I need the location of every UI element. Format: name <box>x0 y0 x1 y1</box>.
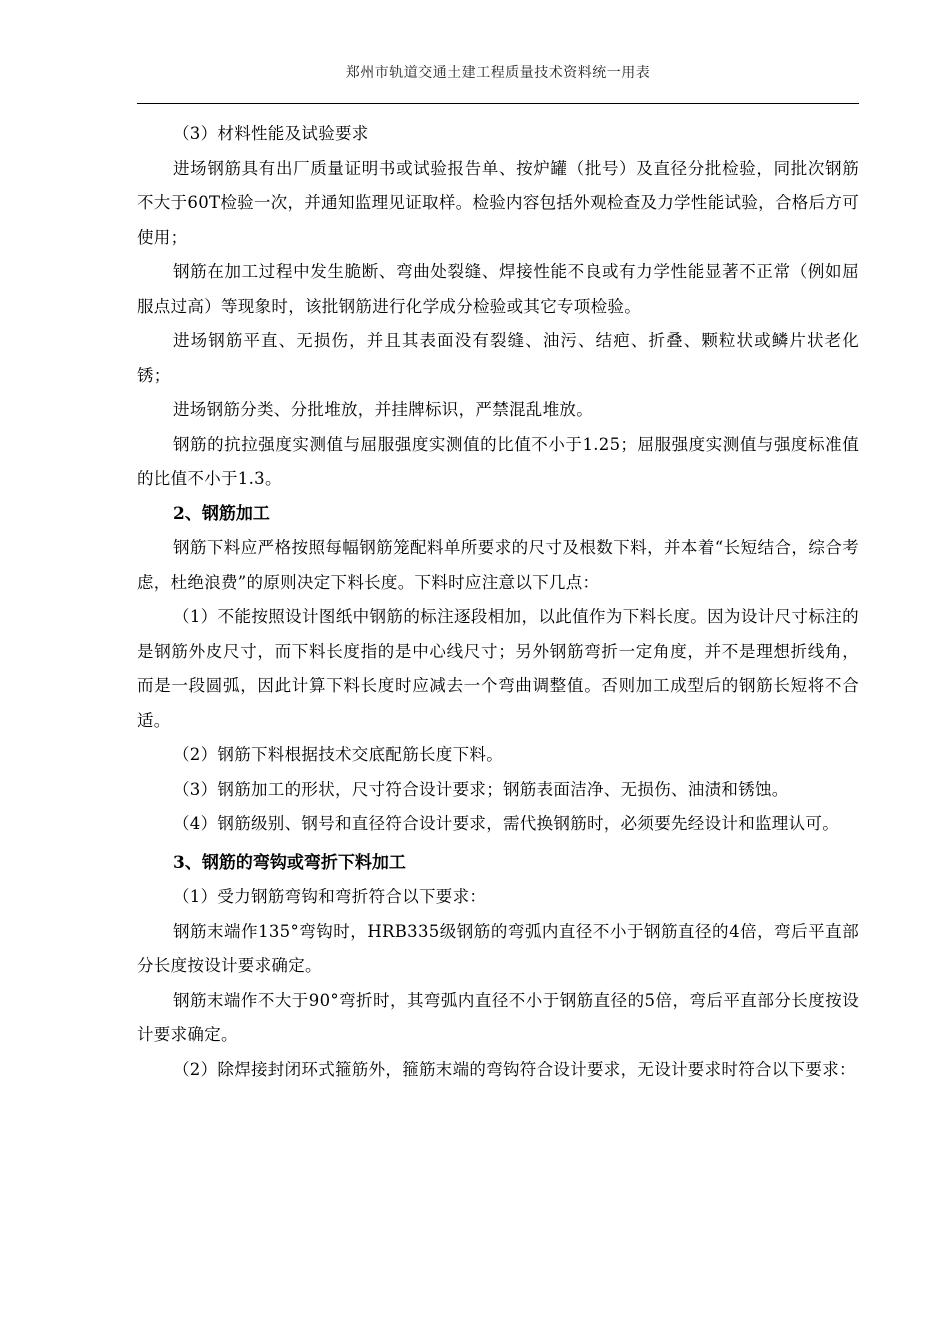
paragraph-cutting-note-4: （4）钢筋级别、钢号和直径符合设计要求，需代换钢筋时，必须要先经设计和监理认可。 <box>173 814 839 833</box>
paragraph-hook-requirements: （1）受力钢筋弯钩和弯折符合以下要求： <box>173 887 487 906</box>
page-header <box>137 0 859 104</box>
paragraph-storage: 进场钢筋分类、分批堆放，并挂牌标识，严禁混乱堆放。 <box>173 400 593 419</box>
paragraph-cutting-note-2: （2）钢筋下料根据技术交底配筋长度下料。 <box>173 745 503 764</box>
paragraph-cutting-note-3: （3）钢筋加工的形状，尺寸符合设计要求；钢筋表面洁净、无损伤、油渍和锈蚀。 <box>173 779 789 799</box>
paragraph-abnormal-rebar: 钢筋在加工过程中发生脆断、弯曲处裂缝、焊接性能不良或有力学性能显著不正常（例如屈服点过高）等现象时，该批钢筋进行化学成分检验或其它专项检验。 <box>137 262 859 316</box>
paragraph-strength-ratio: 钢筋的抗拉强度实测值与屈服强度实测值的比值不小于1.25；屈服强度实测值与强度标准值的比值不小于1.3。 <box>137 434 859 488</box>
paragraph-stirrup-hook: （2）除焊接封闭环式箍筋外，箍筋末端的弯钩符合设计要求，无设计要求时符合以下要求： <box>173 1059 856 1079</box>
page-header-title: 郑州市轨道交通土建工程质量技术资料统一用表 <box>345 65 651 81</box>
paragraph-hook-135: 钢筋末端作135°弯钩时，HRB335级钢筋的弯弧内直径不小于钢筋直径的4倍，弯后平直部分长度按设计要求确定。 <box>137 921 859 975</box>
paragraph-incoming-inspection: 进场钢筋具有出厂质量证明书或试验报告单、按炉罐（批号）及直径分批检验，同批次钢筋不大于60T检验一次，并通知监理见证取样。检验内容包括外观检查及力学性能试验，合格后方可使用； <box>137 158 859 247</box>
section-heading-rebar-processing: 2、钢筋加工 <box>173 503 270 524</box>
document-body <box>137 117 859 1087</box>
paragraph-cutting-note-1: （1）不能按照设计图纸中钢筋的标注逐段相加，以此值作为下料长度。因为设计尺寸标注的是钢筋外皮尺寸，而下料长度指的是中心线尺寸；另外钢筋弯折一定角度，并不是理想折线角，而是一段圆弧，因此计算下料长度时应减去一个弯曲调整值。否则加工成型后的钢筋长短将不合适。 <box>137 607 859 730</box>
paragraph-cutting-principle: 钢筋下料应严格按照每幅钢筋笼配料单所要求的尺寸及根数下料，并本着“长短结合，综合考虑，杜绝浪费”的原则决定下料长度。下料时应注意以下几点： <box>137 538 859 592</box>
section-heading-hook-bending: 3、钢筋的弯钩或弯折下料加工 <box>173 852 406 873</box>
paragraph-surface-condition: 进场钢筋平直、无损伤，并且其表面没有裂缝、油污、结疤、折叠、颗粒状或鳞片状老化锈； <box>137 331 859 385</box>
subsection-title-material-requirements: （3）材料性能及试验要求 <box>173 124 369 143</box>
paragraph-bend-90: 钢筋末端作不大于90°弯折时，其弯弧内直径不小于钢筋直径的5倍，弯后平直部分长度按设计要求确定。 <box>137 990 859 1044</box>
